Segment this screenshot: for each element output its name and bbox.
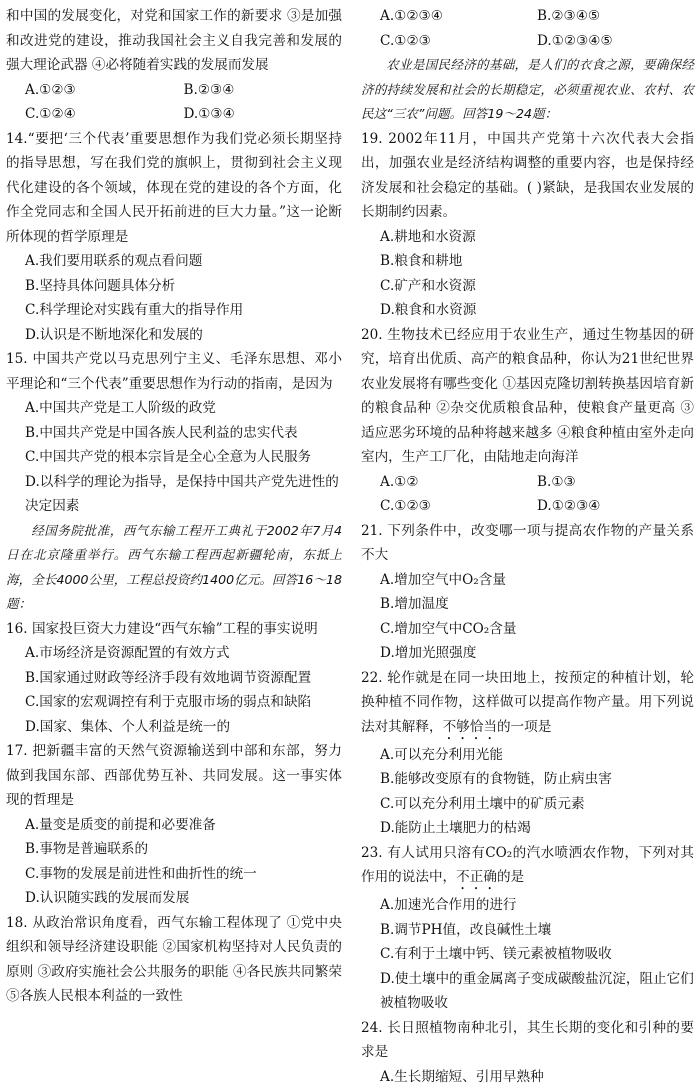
question-17-option-b: B.事物是普遍联系的 [6,837,342,862]
question-20-stem: 20. 生物技术已经应用于农业生产，通过生物基因的研究，培育出优质、高产的粮食品种，你认为21世纪世界农业发展将有哪些变化 ①基因克隆切割转换基因培育新的粮食品种 ②杂交优质粮食品种，使粮食产量更高 ③适应恶劣环境的品种将越来越多 ④粮食种植由室外走向室内，生产工厂化，由陆地走向海洋 [361,323,694,470]
option-b: B.①③ [537,470,694,495]
question-16-option-b: B.国家通过财政等经济手段有效地调节资源配置 [6,666,342,691]
question-17-option-a: A.量变是质变的前提和必要准备 [6,813,342,838]
option-d: D.①②③④⑤ [537,29,694,54]
question-23-emphasis: 不正确 [456,869,497,885]
question-22-stem [361,666,694,743]
question-23-stem-b: 的是 [497,869,524,885]
question-23-option-a: A.加速光合作用的进行 [361,893,694,918]
question-19-stem: 19. 2002年11月，中国共产党第十六次代表大会指出，加强农业是经济结构调整的重要内容，也是保持经济发展和社会稳定的基础。( )紧缺，是我国农业发展的长期制约因素。 [361,127,694,225]
question-23-option-b: B.调节PH值，改良碱性土壤 [361,918,694,943]
question-15-option-c: C.中国共产党的根本宗旨是全心全意为人民服务 [6,445,342,470]
question-22-stem-b: 的一项是 [497,719,551,735]
question-14-option-a: A.我们要用联系的观点看问题 [6,249,342,274]
question-23-option-d: D.使土壤中的重金属离子变成碳酸盐沉淀，阻止它们被植物吸收 [361,967,694,1016]
question-19-option-b: B.粮食和耕地 [361,249,694,274]
question-21-option-c: C.增加空气中CO₂含量 [361,617,694,642]
question-19-option-a: A.耕地和水资源 [361,225,694,250]
question-24-option-a: A.生长期缩短、引用早熟种 [361,1065,694,1089]
option-d: D.①③④ [184,102,342,127]
question-21-option-d: D.增加光照强度 [361,641,694,666]
question-19-option-c: C.矿产和水资源 [361,274,694,299]
right-column [361,4,694,1089]
passage-16-18: 经国务院批准，西气东输工程开工典礼于2002年7月4日在北京隆重举行。西气东输工程西起新疆轮南，东抵上海，全长4000公里，工程总投资约1400亿元。回答16～18题： [6,519,342,617]
fragment-q13-text: 和中国的发展变化，对党和国家工作的新要求 ③是加强和改进党的建设，推动我国社会主义自我完善和发展的强大理论武器 ④必将随着实践的发展而发展 [6,4,342,78]
question-20-options [361,470,694,519]
question-22-option-d: D.能防止土壤肥力的枯竭 [361,816,694,841]
question-15-stem: 15. 中国共产党以马克思列宁主义、毛泽东思想、邓小平理论和“三个代表”重要思想作为行动的指南，是因为 [6,347,342,396]
question-18-options [361,4,694,53]
option-a: A.①② [380,470,537,495]
question-18-stem: 18. 从政治常识角度看，西气东输工程体现了 ①党中央组织和领导经济建设职能 ②国家机构坚持对人民负责的原则 ③政府实施社会公共服务的职能 ④各民族共同繁荣 ⑤各族人民根本利益的一致性 [6,911,342,1009]
question-16-option-d: D.国家、集体、个人利益是统一的 [6,715,342,740]
question-15-option-d: D.以科学的理论为指导，是保持中国共产党先进性的决定因素 [6,470,342,519]
option-a: A.①②③ [25,78,183,103]
question-23-stem-a: 23. 有人试用只溶有CO₂的汽水喷洒农作物，下列对其作用的说法中， [361,845,694,886]
question-21-option-a: A.增加空气中O₂含量 [361,568,694,593]
option-b: B.②③④ [184,78,342,103]
question-22-emphasis: 不够恰当 [443,719,497,735]
question-21-stem: 21. 下列条件中，改变哪一项与提高农作物的产量关系不大 [361,519,694,568]
question-14-option-b: B.坚持具体问题具体分析 [6,274,342,299]
question-14-stem: 14.“要把‘三个代表’重要思想作为我们党必须长期坚持的指导思想，写在我们党的旗帜上，贯彻到社会主义现代化建设的各个领域，体现在党的建设的各个方面，化作全党同志和全国人民开拓前进的巨大力量。”这一论断所体现的哲学原理是 [6,127,342,250]
option-c: C.①②④ [25,102,183,127]
option-c: C.①②③ [380,29,537,54]
question-16-option-a: A.市场经济是资源配置的有效方式 [6,641,342,666]
left-column [6,4,342,1009]
question-17-option-c: C.事物的发展是前进性和曲折性的统一 [6,862,342,887]
fragment-q13-options [6,78,342,127]
question-24-stem: 24. 长日照植物南种北引，其生长期的变化和引种的要求是 [361,1016,694,1065]
question-21-option-b: B.增加温度 [361,592,694,617]
question-19-option-d: D.粮食和水资源 [361,298,694,323]
question-17-stem: 17. 把新疆丰富的天然气资源输送到中部和东部，努力做到我国东部、西部优势互补、共同发展。这一事实体现的哲理是 [6,739,342,813]
question-22-stem-a: 22. 轮作就是在同一块田地上，按预定的种植计划，轮换种植不同作物，这样做可以提高作物产量。用下列说法对其解释， [361,670,694,735]
option-b: B.②③④⑤ [537,4,694,29]
question-15-option-b: B.中国共产党是中国各族人民利益的忠实代表 [6,421,342,446]
question-22-option-a: A.可以充分利用光能 [361,743,694,768]
question-17-option-d: D.认识随实践的发展而发展 [6,886,342,911]
option-d: D.①②③④ [537,494,694,519]
option-c: C.①②③ [380,494,537,519]
passage-19-24: 农业是国民经济的基础，是人们的衣食之源，要确保经济的持续发展和社会的长期稳定，必须重视农业、农村、农民这“三农”问题。回答19～24题： [361,53,694,127]
question-22-option-c: C.可以充分利用土壤中的矿质元素 [361,792,694,817]
question-14-option-c: C.科学理论对实践有重大的指导作用 [6,298,342,323]
question-14-option-d: D.认识是不断地深化和发展的 [6,323,342,348]
question-16-option-c: C.国家的宏观调控有利于克服市场的弱点和缺陷 [6,690,342,715]
question-22-option-b: B.能够改变原有的食物链，防止病虫害 [361,767,694,792]
option-a: A.①②③④ [380,4,537,29]
question-23-stem [361,841,694,894]
question-23-option-c: C.有利于土壤中钙、镁元素被植物吸收 [361,942,694,967]
question-16-stem: 16. 国家投巨资大力建设“西气东输”工程的事实说明 [6,617,342,642]
question-15-option-a: A.中国共产党是工人阶级的政党 [6,396,342,421]
